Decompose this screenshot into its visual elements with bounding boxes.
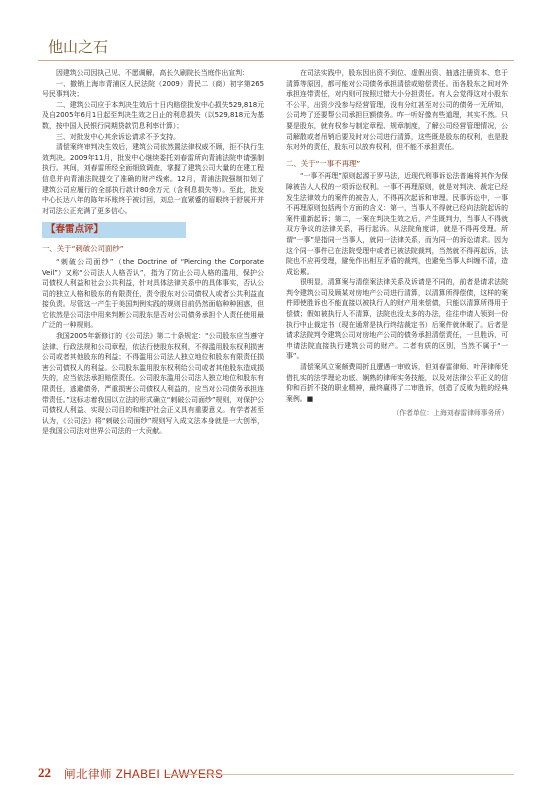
paragraph: 一、撤销上海市青浦区人民法院（2009）青民二（商）初字第265号民事判决；: [42, 79, 264, 99]
paragraph: 很明显，清算案与清偿案法律关系及诉请是不同的，前者是请求法院判令建筑公司及顾某对房地产公司进行清算，以清算所得偿债，这样的案件即使胜诉也不能直接以被执行人的财产用来偿债，只能以清算所得用于偿债；假如被执行人不清算，法院也没太多的办法，往往申请人领到一份执行中止裁定书（现在通常是执行终结裁定书）后案件就休眠了。后者是请求法院判令建筑公司对房地产公司的债务承担清偿责任，一旦胜诉，可申请法院直接执行建筑公司的财产。二者有质的区别，当然不属于“一事”。: [286, 278, 508, 361]
magazine-name: 闸北律师 ZHABEI LAWYERS: [64, 769, 224, 781]
paragraph: 因建筑公司因执己见、不愿调解，高长久刷院长当庭作出宣判：: [56, 69, 249, 77]
footer-divider: [166, 774, 514, 775]
page-header: [38, 34, 514, 58]
section-title: 他山之石: [48, 38, 109, 56]
left-column: [42, 68, 264, 437]
section-heading: 二、关于“一事不再理”: [286, 158, 361, 168]
header-divider: [38, 60, 514, 61]
review-box-label: 【春雷点评】: [42, 222, 186, 238]
paragraph: “刺破公司面纱”（the Doctrine of “Piercing the Corporate Veil”）又称“公司法人人格否认”，指为了防止公司人格的滥用，保护公司债权人利益和社会公共利益，针对具体法律关系中的具体事实，否认公司的独立人格和股东的有限责任，责令股东对公司债权人或者公共利益直接负责。尽管这一产生于美国判例实践的规则目前仍然面临种种困惑，但它依然是公司法中用来判断公司股东是否对公司债务承担个人责任使用最广泛的一种规则。: [42, 257, 264, 330]
paragraph: 三、对批发中心其余诉讼请求不予支持。: [56, 132, 181, 141]
page-footer: [38, 765, 514, 785]
paragraph: “一事不再理”原则起源于罗马法，近现代刑事诉讼法普遍将其作为保障被告人人权的一项诉讼权利。一事不再理原则，就是对判决、裁定已经发生法律效力的案件的被告人，不得再次起诉和审理。民事诉讼中，一事不再理原则包括两个方面的含义：第一，当事人不得就已经向法院起诉的案件重新起诉；第二，一案在判决生效之后，产生既判力，当事人不得就双方争议的法律关系，再行起诉。从法院角度讲，就是不得再受理。所谓“一事”是指同一当事人，就同一法律关系，而为同一的诉讼请求。因为这个同一事件已在法院受理中或者已被法院裁判，当然就不得再起诉，法院也不应再受理，避免作出相互矛盾的裁判，也避免当事人纠缠不清，造成讼累。: [286, 172, 508, 276]
paragraph: 清偿案终审判决生效后，建筑公司依然置法律权威不顾，拒不执行生效判决。2009年11月，批发中心继续委托刘春雷所向青浦法院申请强制执行。其间，刘春雷所经全面细致调查，掌握了建筑公司大量的在建工程信息并向青浦法院提交了准确的财产线索。12月，青浦法院强制扣划了建筑公司应履行的全部执行款计80余万元（含利息损失等）。至此，批发中心长达八年的陈年坏账终于被讨回，刘总一直紧蹙的眉眼终于舒展开并对司法公正充满了更多信心。: [42, 143, 264, 215]
paragraph: 清偿案风立案颇费周折且遭遇一审败诉，但刘春雷律师、叶萍律师凭借扎实的法学理论功底、娴熟的律师实务技能，以及对法律公平正义的信仰和百折不挠的职业精神，最终赢得了二审胜诉，创造了反败为胜的经典案例。■: [286, 363, 508, 403]
page-number: 22: [38, 765, 51, 780]
paragraph: 在司法实践中，股东因出资不到位、虚假出资、抽逃注册资本、怠于清算等原因，都可能对公司债务承担清偿或赔偿责任。而各股东之间对外承担连带责任，对内则可按照过错大小分担责任。有人会觉得这对小股东不公平，出资少没参与经营管理，没有分红甚至对公司的债务一无所知，公司垮了还要帮公司承担巨额债务。咋一听好像有些道理，其实不然。只要是股东，就有权参与制定章程、规章制度，了解公司经营管理情况，公司解散或者吊销后要及时对公司进行清算，这些既是股东的权利，也是股东对外的责任，股东可以放弃权利，但不能不承担责任。: [286, 69, 508, 152]
right-column: [286, 68, 508, 419]
paragraph: 我国2005年新修订的《公司法》第二十条规定：“公司股东应当遵守法律、行政法规和公司章程，依法行使股东权利，不得滥用股东权利损害公司或者其他股东的利益；不得滥用公司法人独立地位和股东有限责任损害公司债权人的利益。公司股东滥用股东权利给公司或者其他股东造成损失的，应当依法承担赔偿责任。公司股东滥用公司法人独立地位和股东有限责任，逃避债务，严重损害公司债权人利益的，应当对公司债务承担连带责任。”这标志着我国以立法的形式确立“刺破公司面纱”规则，对保护公司债权人利益、实现公司目的和维护社会正义具有重要意义。有学者甚至认为，《公司法》将“刺破公司面纱”规则写入成文法本身就是一大创举，是我国公司法对世界公司法的一大贡献。: [42, 332, 264, 436]
section-heading: 一、关于“刺破公司面纱”: [42, 244, 124, 254]
paragraph: 二、建筑公司应于本判决生效后十日内赔偿批发中心损失529,818元及自2005年6月1日起至判决生效之日止的利息损失（以529,818元为基数，按中国人民银行同期贷款罚息利率计算）；: [42, 100, 264, 130]
author-affiliation: （作者单位：上海刘春雷律师事务所）: [392, 409, 508, 418]
